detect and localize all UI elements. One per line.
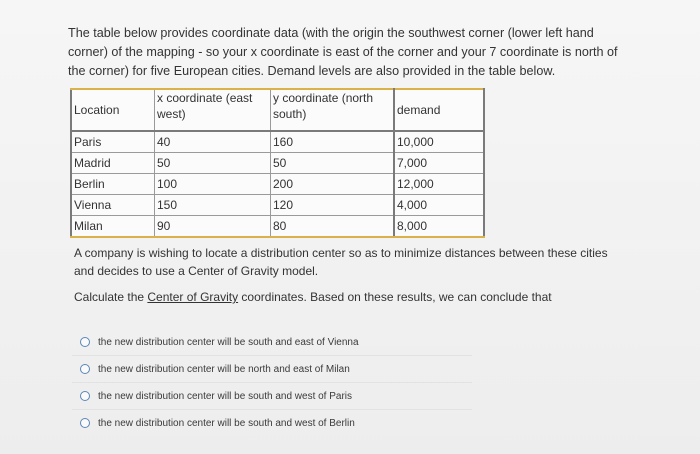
cell-y: 80 bbox=[271, 216, 395, 238]
header-x-coordinate bbox=[155, 89, 271, 131]
table-row bbox=[71, 153, 484, 174]
cell-x: 50 bbox=[155, 153, 271, 174]
table-row bbox=[71, 195, 484, 216]
cell-y: 160 bbox=[271, 131, 395, 153]
question-line: A company is wishing to locate a distribution center so as to minimize distances between these cities bbox=[74, 246, 608, 260]
option-label[interactable]: the new distribution center will be south and west of Berlin bbox=[98, 417, 355, 429]
header-y-line: south) bbox=[273, 107, 307, 121]
radio-button[interactable] bbox=[80, 418, 90, 428]
radio-button[interactable] bbox=[80, 337, 90, 347]
radio-button[interactable] bbox=[80, 391, 90, 401]
intro-line: corner) of the mapping - so your x coordinate is east of the corner and your 7 coordinate is north of bbox=[68, 45, 618, 59]
header-x-line: x coordinate (east bbox=[157, 91, 253, 105]
cell-location: Paris bbox=[71, 131, 155, 153]
cell-y: 200 bbox=[271, 174, 395, 195]
table-row bbox=[71, 174, 484, 195]
question-line: and decides to use a Center of Gravity model. bbox=[74, 264, 319, 278]
cell-location: Berlin bbox=[71, 174, 155, 195]
cell-y: 50 bbox=[271, 153, 395, 174]
table-row bbox=[71, 131, 484, 153]
answer-option[interactable] bbox=[72, 382, 472, 409]
cell-y: 120 bbox=[271, 195, 395, 216]
answer-option[interactable] bbox=[72, 329, 472, 355]
calculate-instruction bbox=[74, 288, 634, 306]
cell-demand: 4,000 bbox=[394, 195, 484, 216]
cell-x: 40 bbox=[155, 131, 271, 153]
intro-paragraph bbox=[68, 24, 668, 81]
cell-location: Madrid bbox=[71, 153, 155, 174]
header-demand: demand bbox=[394, 89, 484, 131]
coordinates-table bbox=[70, 88, 485, 238]
center-of-gravity-link[interactable]: Center of Gravity bbox=[147, 290, 239, 304]
option-label[interactable]: the new distribution center will be north and east of Milan bbox=[98, 363, 350, 375]
header-y-coordinate bbox=[271, 89, 395, 131]
intro-line: the corner) for five European cities. Demand levels are also provided in the table below. bbox=[68, 64, 556, 78]
calc-text-after: coordinates. Based on these results, we can conclude that bbox=[238, 290, 552, 304]
table-row bbox=[71, 216, 484, 238]
option-label[interactable]: the new distribution center will be south and east of Vienna bbox=[98, 336, 359, 348]
header-y-line: y coordinate (north bbox=[273, 91, 374, 105]
cell-demand: 10,000 bbox=[394, 131, 484, 153]
cell-location: Vienna bbox=[71, 195, 155, 216]
option-label[interactable]: the new distribution center will be south and west of Paris bbox=[98, 390, 353, 402]
header-location: Location bbox=[71, 89, 155, 131]
header-x-line: west) bbox=[157, 107, 186, 121]
answer-options bbox=[72, 329, 472, 436]
cell-x: 100 bbox=[155, 174, 271, 195]
cell-location: Milan bbox=[71, 216, 155, 238]
answer-option[interactable] bbox=[72, 355, 472, 382]
cell-demand: 7,000 bbox=[394, 153, 484, 174]
answer-option[interactable] bbox=[72, 409, 472, 436]
calc-text-before: Calculate the bbox=[74, 290, 148, 304]
cell-x: 90 bbox=[155, 216, 271, 238]
radio-button[interactable] bbox=[80, 364, 90, 374]
cell-demand: 8,000 bbox=[394, 216, 484, 238]
intro-line: The table below provides coordinate data (with the origin the southwest corner (lower left hand bbox=[68, 26, 594, 40]
cell-x: 150 bbox=[155, 195, 271, 216]
cell-demand: 12,000 bbox=[394, 174, 484, 195]
question-paragraph bbox=[74, 244, 634, 280]
